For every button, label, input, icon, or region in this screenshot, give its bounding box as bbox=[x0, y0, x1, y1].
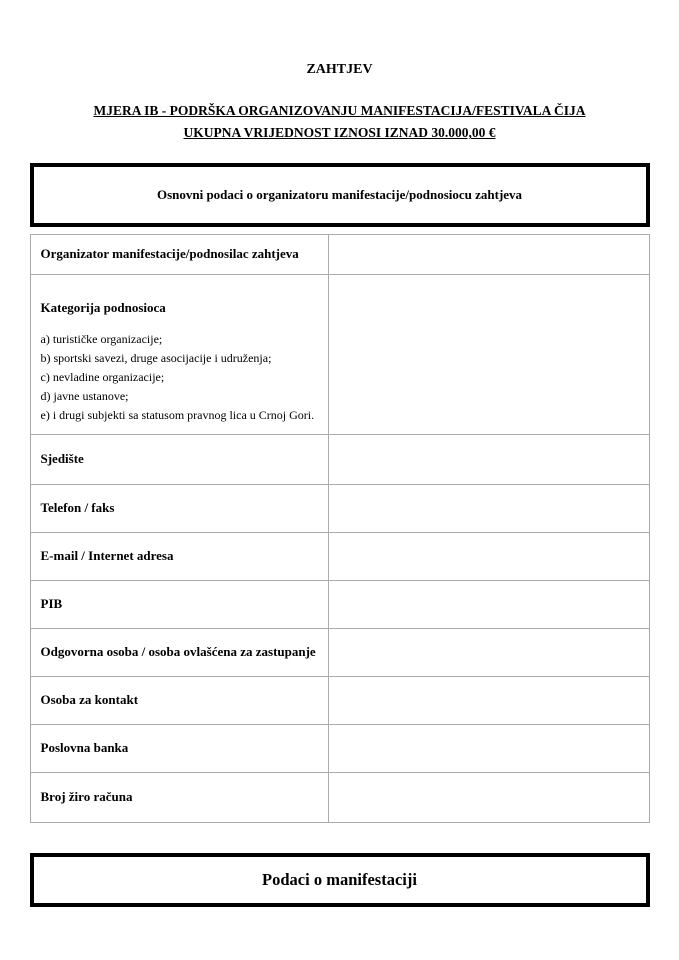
category-option-b: b) sportski savezi, druge asocijacije i udruženja; bbox=[40, 351, 272, 366]
row-label bbox=[31, 533, 329, 580]
row-label-text: Broj žiro računa bbox=[40, 789, 133, 805]
row-label-text: Osoba za kontakt bbox=[40, 692, 139, 708]
section-header-manifestation-box bbox=[30, 853, 650, 907]
measure-subtitle-line1: MJERA IB - PODRŠKA ORGANIZOVANJU MANIFESTACIJA/FESTIVALA ČIJA bbox=[93, 103, 586, 118]
row-value-cell[interactable] bbox=[329, 275, 649, 434]
row-label-text: PIB bbox=[40, 596, 63, 612]
category-option-a: a) turističke organizacije; bbox=[40, 332, 163, 347]
row-label-text: Sjedište bbox=[40, 451, 84, 467]
row-organizator bbox=[31, 235, 649, 275]
row-value-cell[interactable] bbox=[329, 533, 649, 580]
row-broj-ziro-racuna bbox=[31, 773, 649, 823]
row-kategorija bbox=[31, 275, 649, 435]
row-label bbox=[31, 629, 329, 676]
row-label-text: Poslovna banka bbox=[40, 740, 129, 756]
document-title: ZAHTJEV bbox=[306, 62, 373, 77]
row-label bbox=[31, 235, 329, 274]
row-value-cell[interactable] bbox=[329, 773, 649, 822]
row-label bbox=[31, 581, 329, 628]
row-sjediste bbox=[31, 435, 649, 485]
row-label-text: Telefon / faks bbox=[40, 500, 115, 516]
row-label-text: Kategorija podnosioca bbox=[40, 299, 166, 315]
row-value-cell[interactable] bbox=[329, 235, 649, 274]
row-telefon-faks bbox=[31, 485, 649, 533]
category-option-d: d) javne ustanove; bbox=[40, 389, 129, 404]
row-poslovna-banka bbox=[31, 725, 649, 773]
row-label bbox=[31, 275, 329, 434]
row-label-text: Odgovorna osoba / osoba ovlašćena za zastupanje bbox=[40, 644, 316, 660]
row-label bbox=[31, 435, 329, 484]
organizer-table bbox=[30, 234, 650, 823]
category-option-e: e) i drugi subjekti sa statusom pravnog lica u Crnoj Gori. bbox=[40, 408, 315, 423]
document-page bbox=[30, 0, 650, 907]
row-osoba-za-kontakt bbox=[31, 677, 649, 725]
section-header-manifestation-text: Podaci o manifestaciji bbox=[262, 869, 417, 889]
row-label-text: Organizator manifestacije/podnosilac zahtjeva bbox=[40, 246, 299, 262]
row-value-cell[interactable] bbox=[329, 485, 649, 532]
row-label bbox=[31, 773, 329, 822]
row-label bbox=[31, 485, 329, 532]
row-value-cell[interactable] bbox=[329, 435, 649, 484]
measure-subtitle-line2: UKUPNA VRIJEDNOST IZNOSI IZNAD 30.000,00 € bbox=[183, 125, 496, 141]
row-email-internet-adresa bbox=[31, 533, 649, 581]
category-option-c: c) nevladine organizacije; bbox=[40, 370, 165, 385]
row-value-cell[interactable] bbox=[329, 581, 649, 628]
row-value-cell[interactable] bbox=[329, 629, 649, 676]
measure-subtitle bbox=[30, 100, 650, 145]
row-value-cell[interactable] bbox=[329, 677, 649, 724]
row-value-cell[interactable] bbox=[329, 725, 649, 772]
section-header-organizer-box bbox=[30, 163, 650, 227]
row-pib bbox=[31, 581, 649, 629]
row-label-text: E-mail / Internet adresa bbox=[40, 548, 174, 564]
category-options-list bbox=[41, 330, 318, 425]
row-odgovorna-osoba bbox=[31, 629, 649, 677]
section-header-organizer-text: Osnovni podaci o organizatoru manifestacije/podnosiocu zahtjeva bbox=[156, 186, 523, 202]
row-label bbox=[31, 677, 329, 724]
row-label bbox=[31, 725, 329, 772]
